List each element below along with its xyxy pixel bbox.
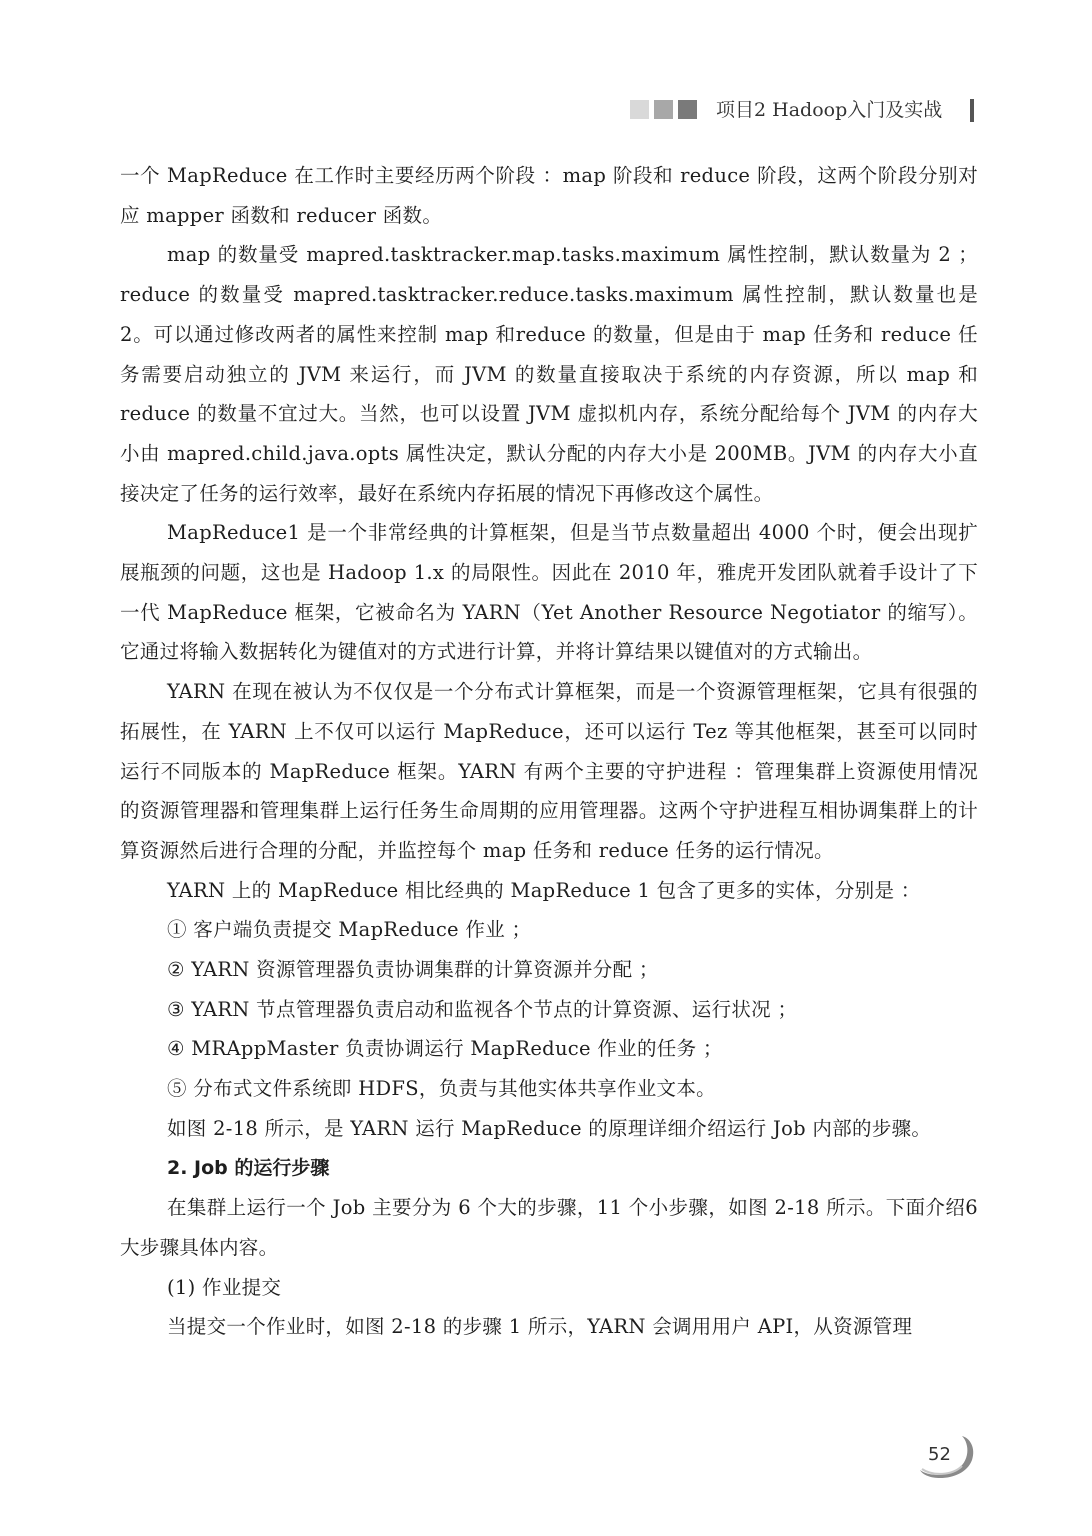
list-item: ② YARN 资源管理器负责协调集群的计算资源并分配 ； xyxy=(167,958,659,982)
subheading: (1) 作业提交 xyxy=(167,1275,282,1299)
header-square-light xyxy=(630,100,649,119)
paragraph: YARN 上的 MapReduce 相比经典的 MapReduce 1 包含了更多的实体，分别是 ： xyxy=(167,878,921,902)
paragraph: YARN 在现在被认为不仅仅是一个分布式计算框架，而是一个资源管理框架，它具有很强的拓展性，在 YARN 上不仅可以运行 MapReduce，还可以运行 Tez 等其他框架，甚至可以同时运行不同版本的 MapReduce 框架。YARN 有两个主要的守护进程 ：管理集群上资源使用情况的资源管理器和管理集群上运行任务生命周期的应用管理器。这两个守护进程互相协调集群上的计算资源然后进行合理的分配，并监控每个 map 任务和 reduce 任务的运行情况。 xyxy=(120,680,978,862)
header-square-medium xyxy=(654,100,673,119)
page-body xyxy=(120,156,978,1347)
figure-reference: 如图 2-18 所示，是 YARN 运行 MapReduce 的原理详细介绍运行 Job 内部的步骤。 xyxy=(167,1116,932,1140)
list-item: ① 客户端负责提交 MapReduce 作业 ； xyxy=(167,918,532,942)
header-square-dark xyxy=(678,100,697,119)
header-bar xyxy=(970,99,974,122)
list-item: ④ MRAppMaster 负责协调运行 MapReduce 作业的任务 ； xyxy=(167,1037,723,1061)
section-heading: 2. Job 的运行步骤 xyxy=(167,1156,330,1179)
list-item: ③ YARN 节点管理器负责启动和监视各个节点的计算资源、运行状况 ； xyxy=(167,997,798,1021)
paragraph: 当提交一个作业时，如图 2-18 的步骤 1 所示，YARN 会调用用户 API，从资源管理 xyxy=(167,1315,913,1339)
section-intro: 在集群上运行一个 Job 主要分为 6 个大的步骤，11 个小步骤，如图 2-18 所示。下面介绍6 大步骤具体内容。 xyxy=(120,1196,978,1259)
paragraph: map 的数量受 mapred.tasktracker.map.tasks.maximum 属性控制，默认数量为 2 ；reduce 的数量受 mapred.tasktracker.reduce.tasks.maximum 属性控制，默认数量也是 2。可以通过修改两者的属性来控制 map 和reduce 的数量，但是由于 map 任务和 reduce 任务需要启动独立的 JVM 来运行，而 JVM 的数量直接取决于系统的内存资源，所以 map 和reduce 的数量不宜过大。当然，也可以设置 JVM 虚拟机内存，系统分配给每个 JVM 的内存大小由 mapred.child.java.opts 属性决定，默认分配的内存大小是 200MB。JVM 的内存大小直接决定了任务的运行效率，最好在系统内存拓展的情况下再修改这个属性。 xyxy=(120,243,978,505)
page-number: 52 xyxy=(928,1444,951,1465)
paragraph: 一个 MapReduce 在工作时主要经历两个阶段 ：map 阶段和 reduce 阶段，这两个阶段分别对应 mapper 函数和 reducer 函数。 xyxy=(120,164,978,227)
list-item: ⑤ 分布式文件系统即 HDFS，负责与其他实体共享作业文本。 xyxy=(167,1077,716,1101)
page-number-badge xyxy=(912,1432,982,1482)
chapter-title: 项目2 Hadoop入门及实战 xyxy=(716,99,943,121)
running-header xyxy=(630,98,982,128)
paragraph: MapReduce1 是一个非常经典的计算框架，但是当节点数量超出 4000 个时，便会出现扩展瓶颈的问题，这也是 Hadoop 1.x 的局限性。因此在 2010 年，雅虎开发团队就着手设计了下一代 MapReduce 框架，它被命名为 YARN（Yet Another Resource Negotiator 的缩写）。它通过将输入数据转化为键值对的方式进行计算，并将计算结果以键值对的方式输出。 xyxy=(120,521,978,664)
